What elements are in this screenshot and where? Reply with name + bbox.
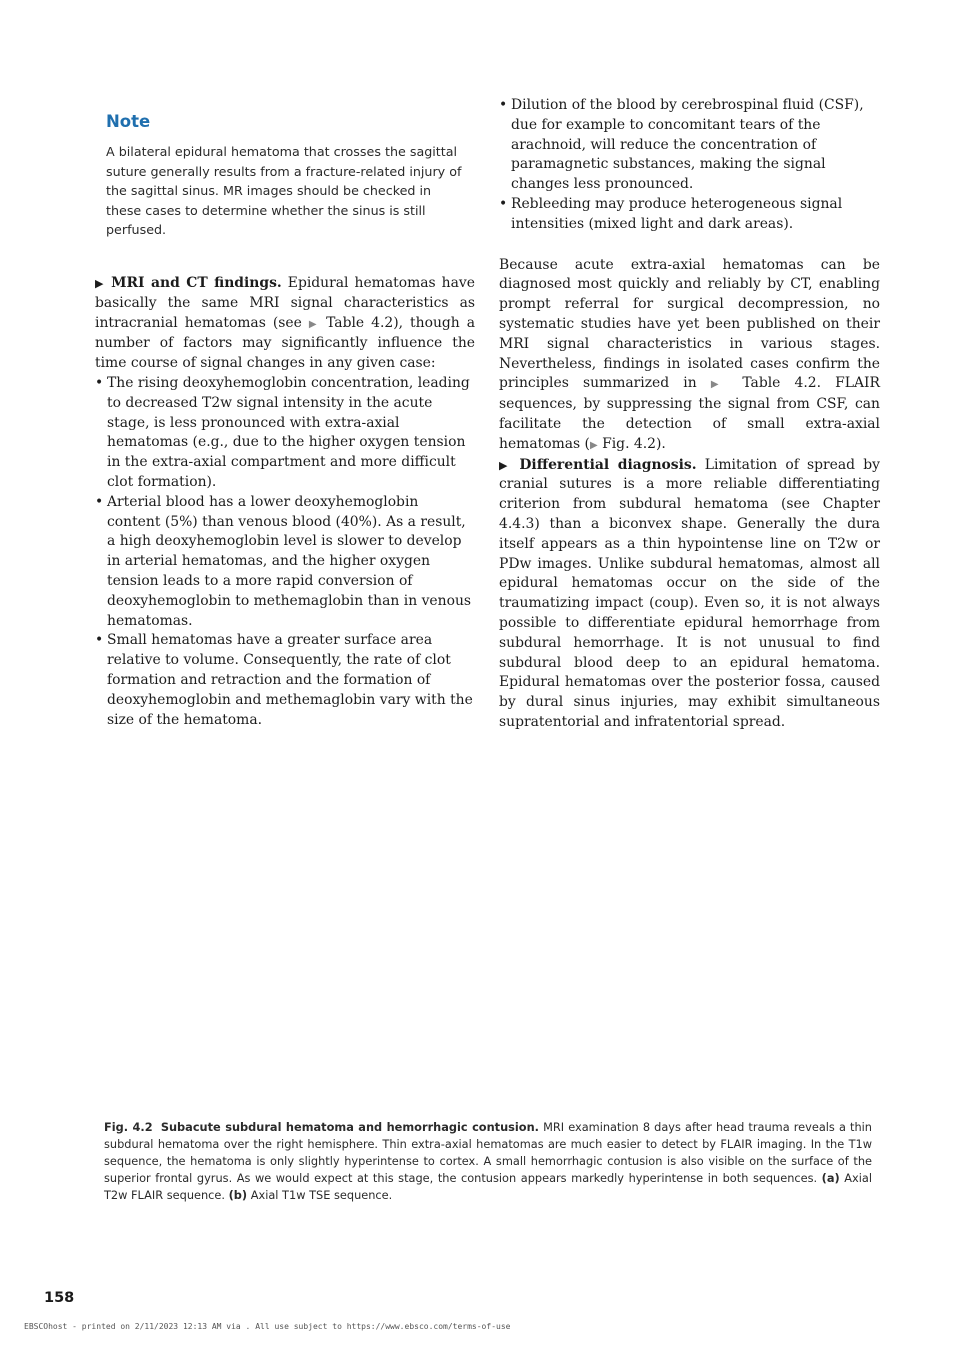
ref-arrow-icon: ▶ [710,379,729,391]
mri-ct-heading: MRI and CT findings. [111,275,282,291]
list-item: • The rising deoxyhemoglobin concentration, leading to decreased T2w signal intensity in the acute stage, is less pronounced with extra-axial hematomas (e.g., due to the higher oxygen tension in the extra-axial compartment and more difficult clot formation). [95,374,475,493]
table-reference-link[interactable]: Table 4.2 [728,375,817,392]
right-bullet-list [499,96,880,235]
note-title: Note [106,112,151,131]
section-arrow-icon: ▶ [499,458,512,472]
list-item: • Small hematomas have a greater surface area relative to volume. Consequently, the rate of clot formation and retraction and the formation of deoxyhemoglobin and methemaglobin vary with the size of the hematoma. [95,631,475,730]
footer-notice: EBSCOhost - printed on 2/11/2023 12:13 AM via . All use subject to https://www.ebsco.com/terms-of-use [24,1322,511,1331]
figure-caption [104,1119,872,1204]
ct-paragraph [499,256,880,456]
mri-ct-text: Epidural hematomas have basically the same MRI signal characteristics as intracranial hematomas (see [95,275,475,331]
differential-heading: Differential diagnosis. [519,456,697,473]
ct-paragraph-text-mid: . FLAIR sequences, by suppressing the signal from CSF, can facilitate the detection of small extra-axial hematomas ( [499,375,880,452]
ref-arrow-icon: ▶ [308,318,320,330]
ref-arrow-icon: ▶ [589,439,598,451]
mri-ct-text-end: ), though a number of factors may significantly influence the time course of signal changes in any given case: [95,314,475,372]
ct-paragraph-text-end: ). [656,435,666,452]
note-box [106,110,466,240]
caption-part-a-label: (a) [821,1171,840,1185]
ct-paragraph-text: Because acute extra-axial hematomas can be diagnosed most quickly and reliably by CT, enabling prompt referral for surgical decompression, no systematic studies have yet been published on their MRI signal characteristics in various stages. Nevertheless, findings in isolated cases confirm the principles summarized in [499,256,880,392]
figure-reference-link[interactable]: Fig. 4.2 [597,435,656,452]
differential-text: Limitation of spread by cranial sutures is a more reliable differentiating criterion from subdural hematoma (see Chapter 4.4.3) than a biconvex shape. Generally the dura itself appears as a thin hypointense line on T2w or PDw images. Unlike subdural hematomas, almost all epidural hematomas occur on the side of the traumatizing impact (coup). Even so, it is not always possible to differentiate epidural hemorrhage from subdural hemorrhage. It is not unusual to find subdural blood deep to an epidural hematoma. Epidural hematomas over the posterior fossa, caused by dural sinus injuries, may exhibit simultaneous supratentorial and infratentorial spread. [499,456,880,730]
list-item: • Rebleeding may produce heterogeneous signal intensities (mixed light and dark areas). [499,195,880,235]
note-body: A bilateral epidural hematoma that crosses the sagittal suture generally results from a fracture-related injury of the sagittal sinus. MR images should be checked in these cases to determine whether the sinus is still perfused. [106,144,462,237]
left-column [95,274,475,730]
right-column [499,96,880,733]
list-item: • Arterial blood has a lower deoxyhemoglobin content (5%) than venous blood (40%). As a result, a high deoxyhemoglobin level is slower to develop in arterial hematomas, and the higher oxygen tension leads to a more rapid conversion of deoxyhemoglobin to methemaglobin than in venous hematomas. [95,493,475,632]
caption-body: MRI examination 8 days after head trauma reveals a thin subdural hematoma over the right hemisphere. Thin extra-axial hematomas are much easier to detect by FLAIR imaging. In the T1w sequence, the hematoma is only slightly hyperintense to cortex. A small hemorrhagic contusion is also visible on the surface of the superior frontal gyrus. As we would expect at this stage, the contusion appears markedly hyperintense in both sequences. [104,1120,872,1185]
caption-part-b-text: Axial T1w TSE sequence. [247,1188,393,1202]
caption-label: Fig. 4.2 [104,1120,153,1134]
section-arrow-icon: ▶ [95,277,106,290]
left-bullet-list [95,374,475,730]
list-item: • Dilution of the blood by cerebrospinal fluid (CSF), due for example to concomitant tears of the arachnoid, will reduce the concentration of paramagnetic substances, making the signal changes less pronounced. [499,96,880,195]
caption-part-a-text: Axial T2w FLAIR sequence. [104,1171,872,1202]
page-number: 158 [44,1290,75,1306]
paragraph-gap [499,235,880,256]
table-reference-link[interactable]: Table 4.2 [319,314,394,331]
caption-title: Subacute subdural hematoma and hemorrhagic contusion. [160,1120,539,1134]
differential-paragraph [499,456,880,733]
caption-part-b-label: (b) [228,1188,248,1202]
mri-ct-paragraph [95,274,475,374]
